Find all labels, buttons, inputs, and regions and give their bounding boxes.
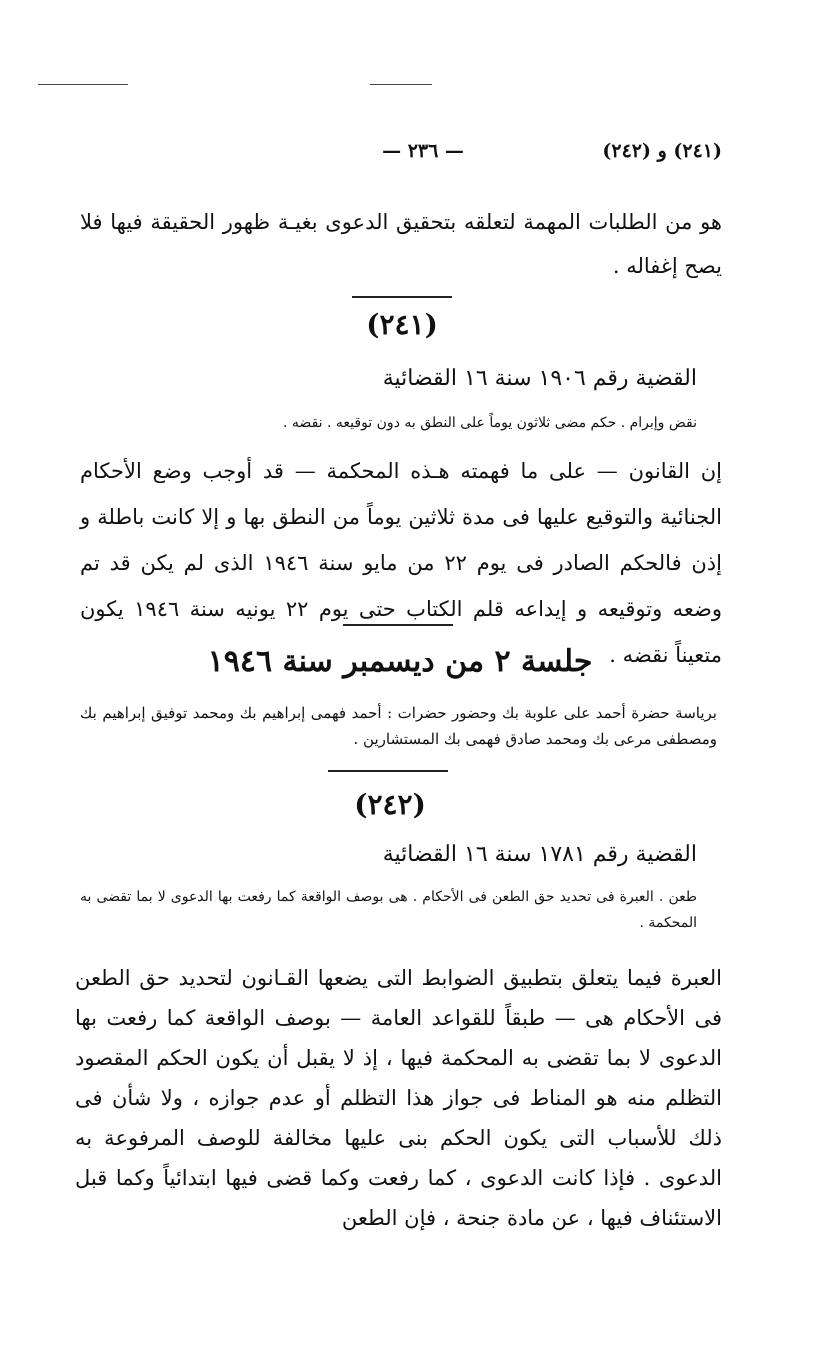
case-241-summary: نقض وإبرام . حكم مضى ثلاثون يوماً على النطق به دون توقيعه . نقضه . xyxy=(283,415,697,431)
scan-artifact-line xyxy=(38,84,128,85)
case-242-reference: القضية رقم ١٧٨١ سنة ١٦ القضائية xyxy=(382,842,697,867)
page-number: — ٢٣٦ — xyxy=(382,140,464,162)
header-case-range: (٢٤١) و (٢٤٢) xyxy=(602,140,722,162)
case-241-number: (٢٤١) xyxy=(366,308,438,341)
case-242-summary: طعن . العبرة فى تحديد حق الطعن فى الأحكام . هى بوصف الواقعة كما رفعت بها الدعوى لا بما تقضى به المحكمة . xyxy=(80,889,697,931)
case-241-body: إن القانون — على ما فهمته هـذه المحكمة — قد أوجب وضع الأحكام الجنائية والتوقيع عليها فى مدة ثلاثين يوماً من النطق بها و إلا كانت باطلة و إذن فالحكم الصادر فى يوم ٢٢ من مايو سنة ١٩٤٦ الذى لم يكن قد تم وضعه وتوقيعه و إيداعه قلم الكتاب حتى يوم ٢٢ يونيه سنة ١٩٤٦ يكون متعيناً نقضه . xyxy=(80,459,722,667)
section-divider xyxy=(328,770,448,772)
case-241-reference: القضية رقم ١٩٠٦ سنة ١٦ القضائية xyxy=(382,366,697,391)
page-header xyxy=(70,140,722,170)
section-divider xyxy=(352,296,452,298)
session-attendance: برياسة حضرة أحمد على علوبة بك وحضور حضرات : أحمد فهمى إبراهيم بك ومحمد توفيق إبراهيم بك ومصطفى مرعى بك ومحمد صادق فهمى بك المستشارين . xyxy=(80,704,717,748)
scan-artifact-line xyxy=(370,84,432,85)
section-divider xyxy=(343,624,453,626)
case-242-number: (٢٤٢) xyxy=(354,788,426,821)
intro-paragraph: هو من الطلبات المهمة لتعلقه بتحقيق الدعوى بغيـة ظهور الحقيقة فيها فلا يصح إغفاله . xyxy=(80,210,722,278)
case-242-body: العبرة فيما يتعلق بتطبيق الضوابط التى يضعها القـانون لتحديد حق الطعن فى الأحكام هى — طبقاً للقواعد العامة — بوصف الواقعة كما رفعت بها الدعوى لا بما تقضى به المحكمة فيها ، إذ لا يقبل أن يكون الحكم المقصود التظلم منه هو المناط فى جواز هذا التظلم أو عدم جوازه ، ولا شأن فى ذلك للأسباب التى يكون الحكم بنى عليها مخالفة للوصف المرفوعة به الدعوى . فإذا كانت الدعوى ، كما رفعت وكما قضى فيها ابتدائياً وكما قبل الاستئناف فيها ، عن مادة جنحة ، فإن الطعن xyxy=(75,966,723,1230)
session-title: جلسة ٢ من ديسمبر سنة ١٩٤٦ xyxy=(207,644,593,679)
